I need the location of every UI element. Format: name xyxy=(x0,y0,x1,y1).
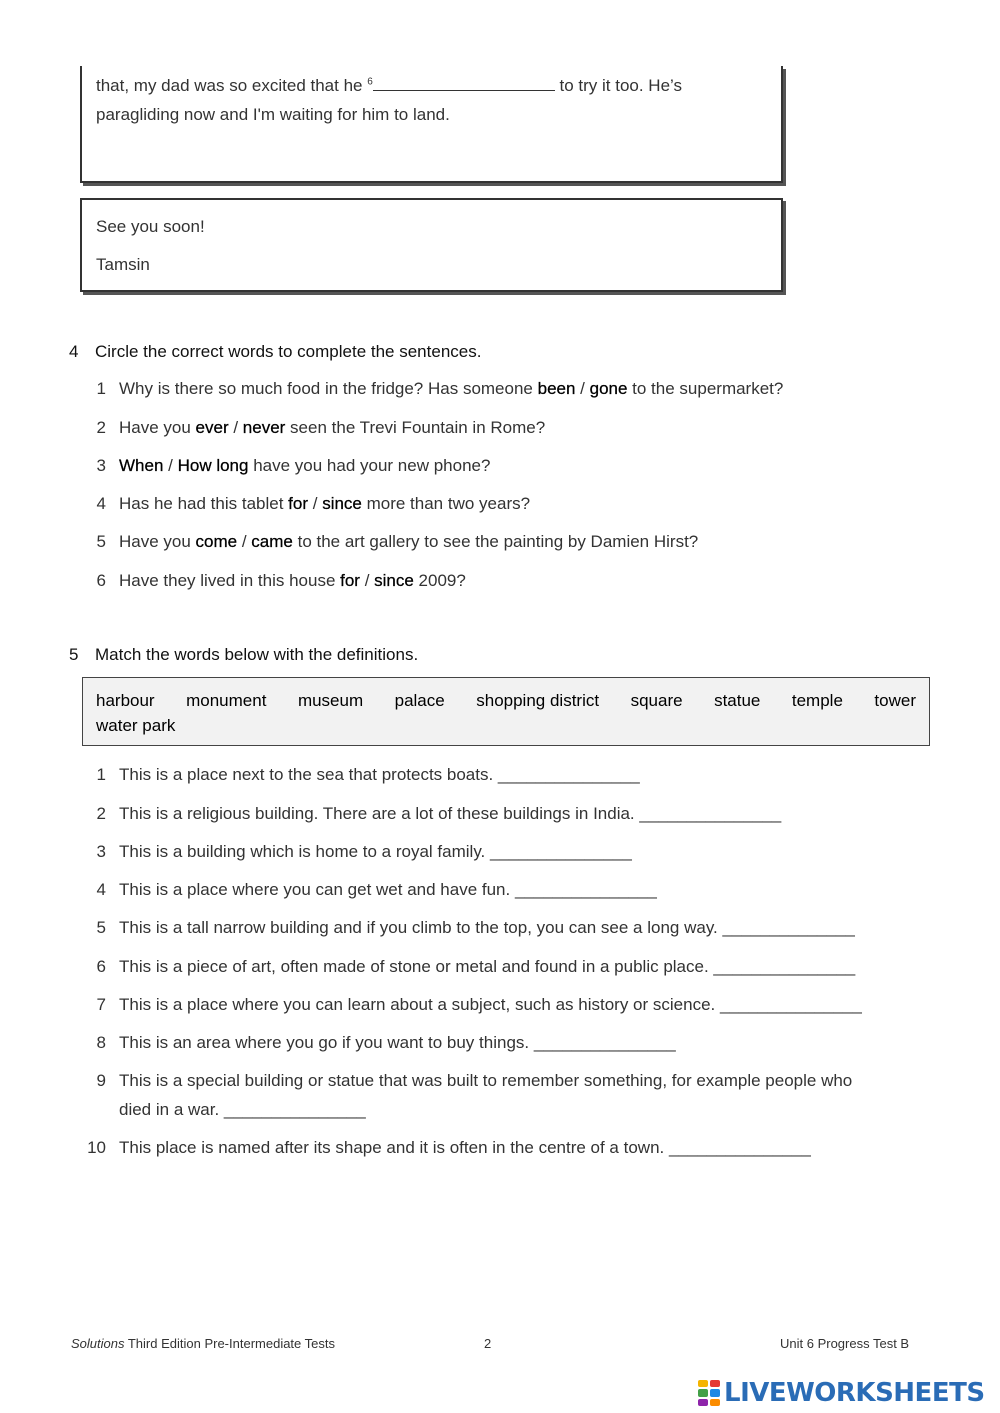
brand-name: LIVEWORKSHEETS xyxy=(724,1378,985,1408)
letter-closing: See you soon! xyxy=(96,217,205,236)
definition-text[interactable]: This is a building which is home to a royal family. _______________ xyxy=(119,842,632,861)
exercise-4-item: 4 Has he had this tablet for / since more than two years? xyxy=(82,489,932,518)
word-item: museum xyxy=(297,691,364,710)
exercise-5-item xyxy=(82,1066,932,1124)
item-number: 3 xyxy=(96,842,106,861)
letter-line-2: paragliding now and I'm waiting for him to land. xyxy=(96,105,450,124)
exercise-5-item xyxy=(82,1133,932,1162)
item-number: 1 xyxy=(96,765,106,784)
exercise-5-item xyxy=(82,799,932,828)
option-1[interactable]: been xyxy=(537,379,576,398)
definition-text[interactable]: This is a place where you can get wet and have fun. _______________ xyxy=(119,880,657,899)
item-number: 8 xyxy=(96,1033,106,1052)
footer-page-number: 2 xyxy=(484,1336,492,1351)
option-2[interactable]: since xyxy=(374,571,414,590)
word-item: shopping district xyxy=(476,691,600,710)
option-2[interactable]: never xyxy=(242,418,286,437)
option-1[interactable]: When xyxy=(119,456,164,475)
exercise-4-item: 6 Have they lived in this house for / since 2009? xyxy=(82,566,932,595)
definition-text[interactable]: This is a religious building. There are a lot of these buildings in India. _______________ xyxy=(119,804,782,823)
item-number: 7 xyxy=(96,995,106,1014)
footer-book-title: Solutions Third Edition Pre-Intermediate Tests xyxy=(71,1336,335,1351)
word-box xyxy=(82,677,930,746)
item-number: 6 xyxy=(96,571,106,590)
definition-text[interactable]: This place is named after its shape and it is often in the centre of a town. _______________ xyxy=(119,1138,811,1157)
item-number: 4 xyxy=(96,494,106,513)
exercise-4-item: 1 Why is there so much food in the fridge? Has someone been / gone to the supermarket? xyxy=(82,374,932,403)
answer-blank-6[interactable] xyxy=(373,73,555,91)
word-item: water park xyxy=(96,716,176,735)
definition-text-continued[interactable]: died in a war. _______________ xyxy=(119,1100,366,1119)
exercise-5-heading: 5 Match the words below with the definitions. xyxy=(69,645,419,664)
item-number: 5 xyxy=(96,918,106,937)
exercise-4-item: 5 Have you come / came to the art gallery to see the painting by Damien Hirst? xyxy=(82,527,932,556)
option-1[interactable]: come xyxy=(195,532,238,551)
definition-text[interactable]: This is an area where you go if you want to buy things. _______________ xyxy=(119,1033,676,1052)
option-2[interactable]: came xyxy=(251,532,293,551)
word-item: monument xyxy=(186,691,267,710)
liveworksheets-logo-icon xyxy=(698,1380,720,1406)
exercise-5-item xyxy=(82,990,932,1019)
item-number: 9 xyxy=(96,1071,106,1090)
item-number: 10 xyxy=(87,1138,106,1157)
definition-text[interactable]: This is a piece of art, often made of stone or metal and found in a public place. _______________ xyxy=(119,957,856,976)
option-1[interactable]: ever xyxy=(195,418,229,437)
definition-text[interactable]: This is a tall narrow building and if you climb to the top, you can see a long way. ______________ xyxy=(119,918,855,937)
option-1[interactable]: for xyxy=(288,494,309,513)
exercise-5-item xyxy=(82,952,932,981)
word-list xyxy=(96,688,916,713)
liveworksheets-logo[interactable] xyxy=(698,1378,985,1408)
word-item: tower xyxy=(874,691,916,710)
exercise-4-item: 3 When / How long have you had your new phone? xyxy=(82,451,932,480)
item-number: 4 xyxy=(96,880,106,899)
exercise-5-item xyxy=(82,913,932,942)
item-number: 3 xyxy=(96,456,106,475)
letter-closing-box xyxy=(80,198,783,292)
option-2[interactable]: since xyxy=(322,494,362,513)
exercise-5-item xyxy=(82,1028,932,1057)
definition-text[interactable]: This is a place next to the sea that protects boats. _______________ xyxy=(119,765,640,784)
item-number: 2 xyxy=(96,418,106,437)
exercise-5-item xyxy=(82,875,932,904)
letter-line-1: that, my dad was so excited that he $^6$ to try it too. He’s xyxy=(96,71,767,100)
definition-text[interactable]: This is a place where you can learn about a subject, such as history or science. _______________ xyxy=(119,995,862,1014)
gap-number: 6 xyxy=(367,76,373,88)
word-item: square xyxy=(630,691,683,710)
item-number: 5 xyxy=(96,532,106,551)
letter-box-continued xyxy=(80,66,783,183)
item-number: 1 xyxy=(96,379,106,398)
word-item: palace xyxy=(394,691,445,710)
exercise-5-item xyxy=(82,760,932,789)
item-number: 2 xyxy=(96,804,106,823)
option-1[interactable]: for xyxy=(340,571,360,590)
word-item: statue xyxy=(714,691,761,710)
footer-unit: Unit 6 Progress Test B xyxy=(780,1336,910,1351)
exercise-4-item: 2 Have you ever / never seen the Trevi Fountain in Rome? xyxy=(82,413,932,442)
word-item: harbour xyxy=(96,691,155,710)
definition-text[interactable]: This is a special building or statue that was built to remember something, for example people who xyxy=(119,1071,853,1090)
exercise-4-heading: 4 Circle the correct words to complete the sentences. xyxy=(69,342,482,361)
letter-signature: Tamsin xyxy=(96,255,150,274)
item-number: 6 xyxy=(96,957,106,976)
option-2[interactable]: gone xyxy=(589,379,628,398)
word-item: temple xyxy=(791,691,843,710)
exercise-5-item xyxy=(82,837,932,866)
option-2[interactable]: How long xyxy=(177,456,249,475)
